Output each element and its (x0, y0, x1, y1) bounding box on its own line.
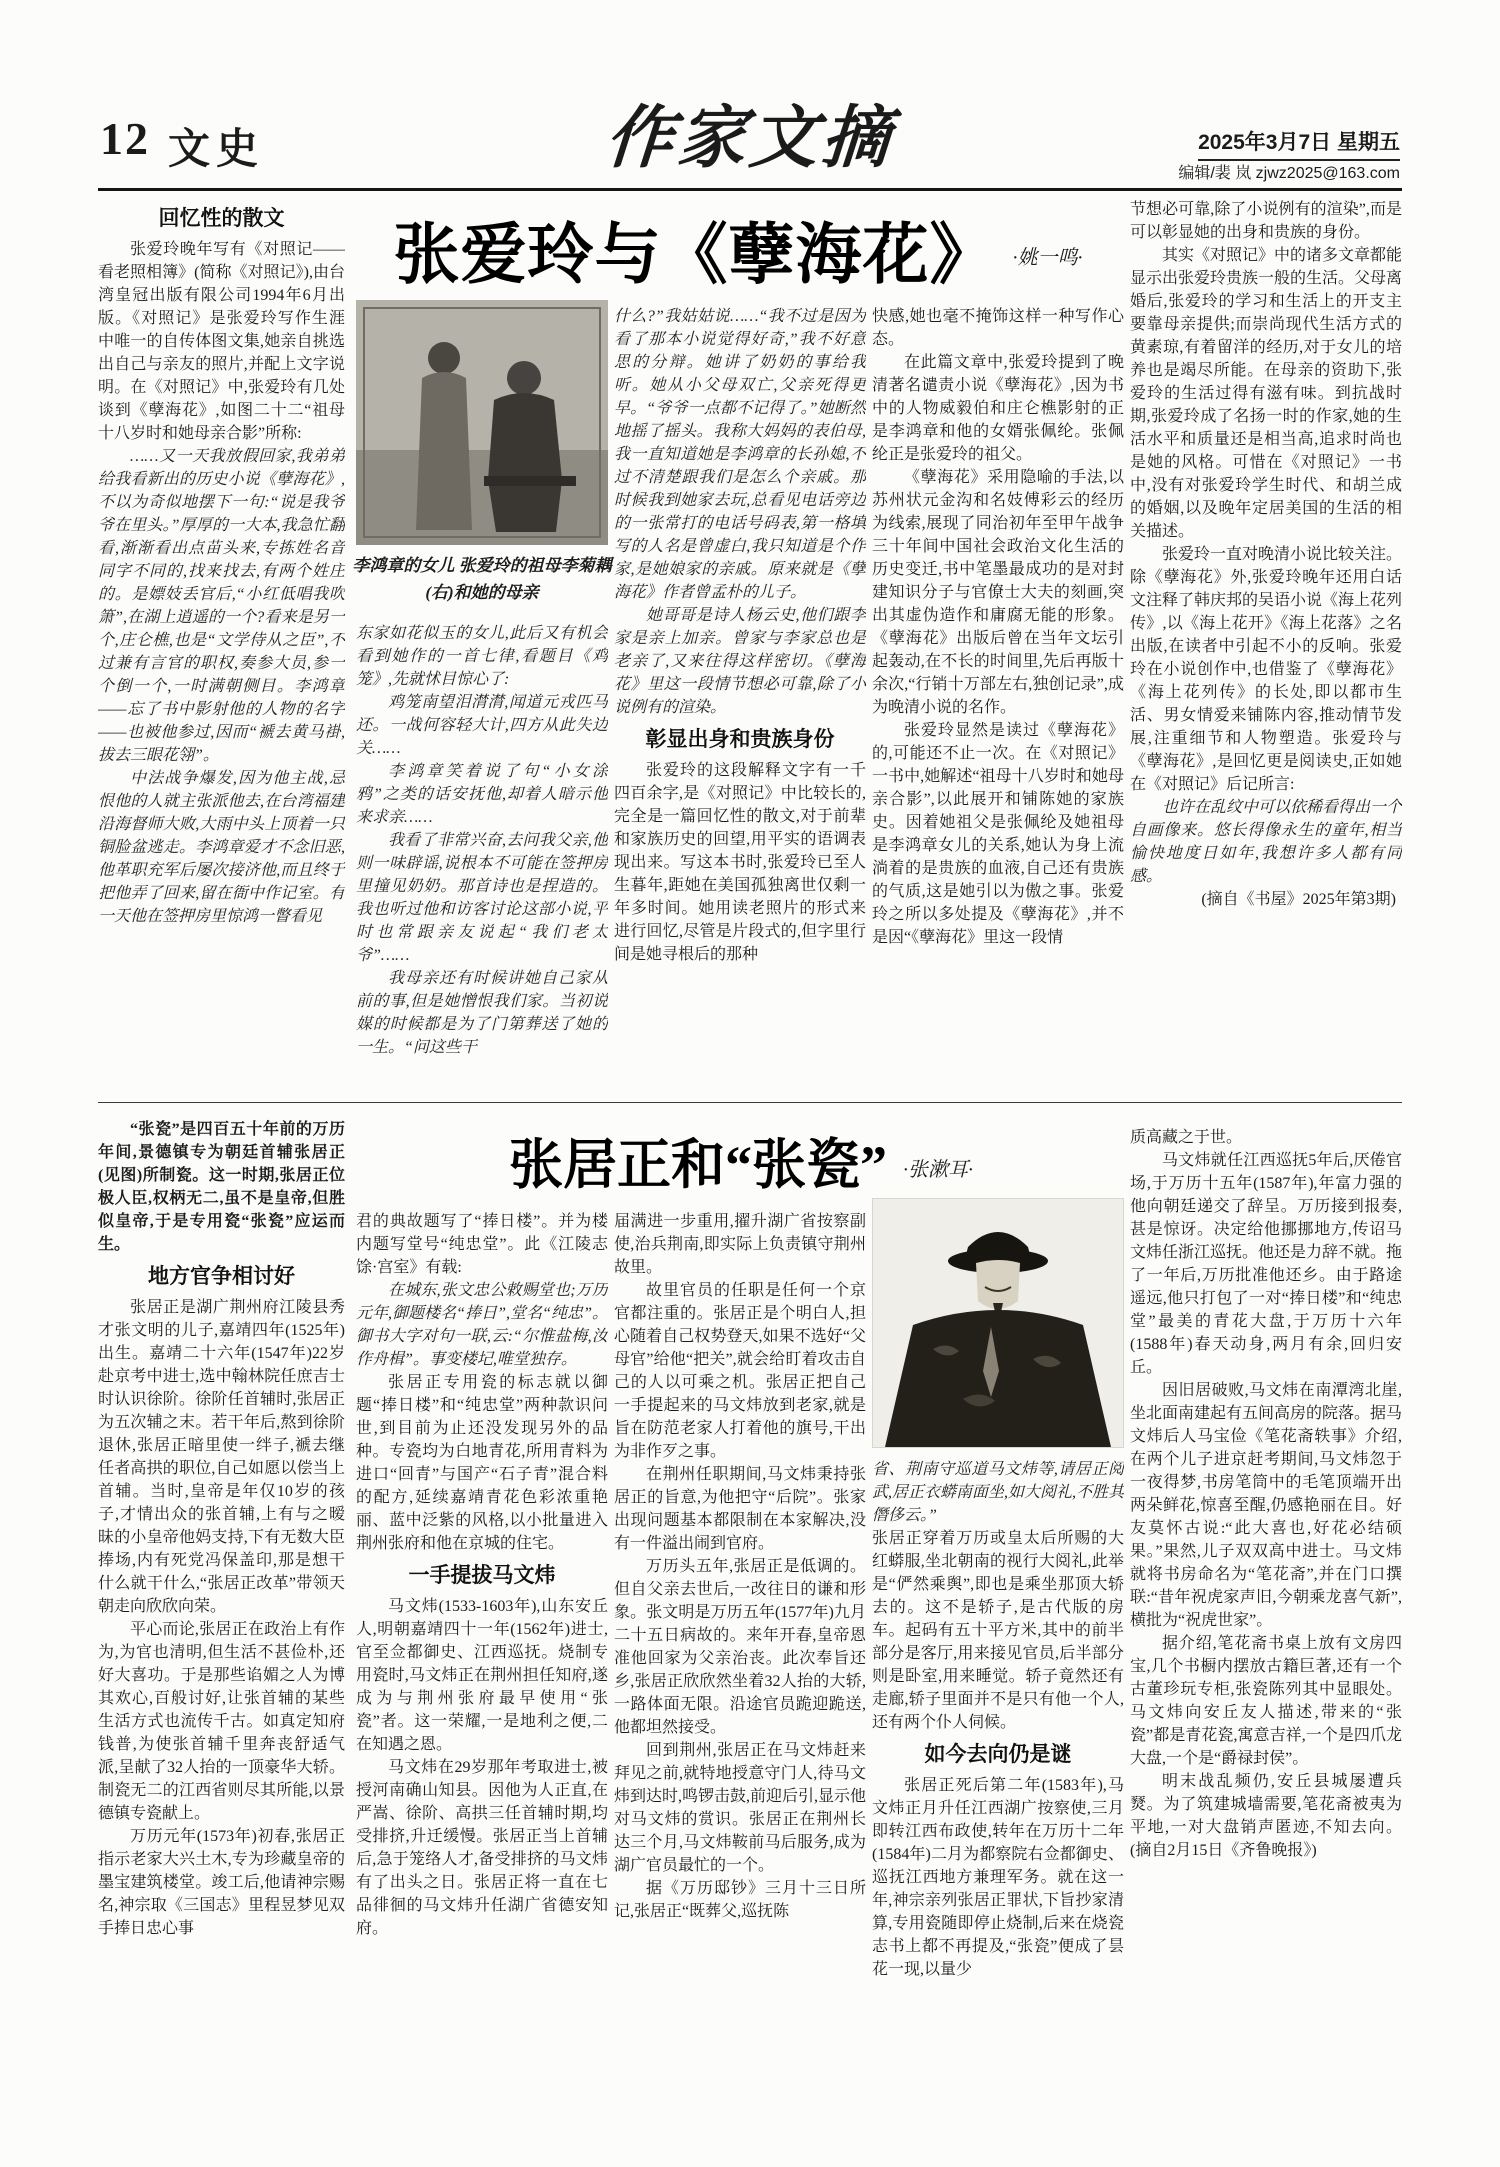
paragraph: 马文炜在29岁那年考取进士,被授河南确山知县。因他为人正直,在严嵩、徐阶、高拱三任首辅时期,均受排挤,升迁缓慢。张居正当上首辅后,急于笼络人才,备受排挤的马文炜有了出头之日。张居正将一直在七品徘徊的马文炜升任湖广省德安知府。 (356, 1759, 608, 1937)
page-number: 12 (100, 113, 150, 164)
paragraph: 在荆州任职期间,马文炜秉持张居正的旨意,为他把守“后院”。张家出现问题基本都限制在本家解决,没有一件溢出闹到官府。 (614, 1466, 866, 1552)
paragraph: 我母亲还有时候讲她自己家从前的事,但是她憎恨我们家。当初说媒的时候都是为了门第葬送了她的一生。“问这些干 (356, 970, 608, 1056)
paragraph: 马文炜就任江西巡抚5年后,厌倦官场,于万历十五年(1587年),年富力强的他向朝廷递交了辞呈。万历接到报奏,甚是惊讶。决定给他挪挪地方,传诏马文炜任浙江巡抚。他还是力辞不就。拖了一年后,万历批准他还乡。由于路途遥远,他只打包了一对“捧日楼”和“纯忠堂”最美的青花大盘,于万历十六年(1588年)春天动身,两月有余,回归安丘。 (1130, 1152, 1402, 1376)
paragraph: 平心而论,张居正在政治上有作为,为官也清明,但生活不甚俭朴,还好大喜功。于是那些谄媚之人为博其欢心,百般讨好,让张首辅的某些生活方式也流传千古。如真定知府钱普,为使张首辅千里奔丧舒适气派,呈献了32人抬的一顶豪华大轿。制瓷无二的江西省则尽其所能,以景德镇专瓷献上。 (98, 1621, 345, 1822)
masthead-logo: 作家文摘 (602, 98, 897, 178)
paragraph: 节想必可靠,除了小说例有的渲染”,而是可以彰显她的出身和贵族的身份。 (1130, 201, 1402, 241)
paragraph: 张居正死后第二年(1583年),马文炜正月升任江西湖广按察使,三月即转江西布政使,转年在万历十二年(1584年)二月为都察院右佥都御史、巡抚江西地方兼理军务。就在这一年,神宗亲列张居正罪状,下旨抄家清算,专用瓷随即停止烧制,后来在烧瓷志书上都不再提及,“张瓷”便成了昙花一现,以量少 (872, 1777, 1124, 1978)
paragraph: 中法战争爆发,因为他主战,忌恨他的人就主张派他去,在台湾福建沿海督师大败,大雨中头上顶着一只铜脸盆逃走。李鸿章爱才不念旧恶,他革职充军后屡次接济他,而且终于把他弄了回来,留在衙中作记室。有一天他在签押房里惊鸿一瞥看见 (98, 770, 345, 925)
article1-title-block (350, 198, 1126, 298)
zhang-juzheng-portrait-image (873, 1199, 1123, 1447)
column-subhead: 回忆性的散文 (158, 207, 285, 230)
paragraph: 快感,她也毫不掩饰这样一种写作心态。 (872, 308, 1124, 348)
paragraph: 据《万历邸钞》三月十三日所记,张居正“既葬父,巡抚陈 (614, 1880, 866, 1920)
photo-caption: 李鸿章的女儿 张爱玲的祖母李菊耦(右)和她的母亲 (352, 556, 612, 602)
paragraph: 省、荆南守巡道马文炜等,请居正阅武,居正衣蟒南面坐,如大阅礼,不胜其僭侈云。” (872, 1461, 1124, 1524)
article2-title-block (356, 1118, 1126, 1202)
paragraph: 张居正穿着万历或皇太后所赐的大红蟒服,坐北朝南的视行大阅礼,此举是“俨然乘舆”,即也是乘坐那顶大轿去的。这不是轿子,是古代版的房车。起码有五十平方米,其中的前半部分是客厅,用来接见官员,后半部分则是卧室,用来睡觉。轿子竟然还有走廊,轿子里面并不是只有他一个人,还有两个仆人伺候。 (872, 1530, 1124, 1731)
paragraph: 万历头五年,张居正是低调的。但自父亲去世后,一改往日的谦和形象。张文明是万历五年(1577年)九月二十五日病故的。来年开春,皇帝恩准他回家为父亲治丧。此次奉旨还乡,张居正欣欣然坐着32人抬的大轿,一路体面无限。沿途官员跪迎跪送,他都坦然接受。 (614, 1558, 866, 1736)
column-subhead: 如今去向仍是谜 (924, 1743, 1072, 1766)
article2-author: ·张漱耳· (903, 1158, 973, 1181)
paragraph: ……又一天我放假回家,我弟弟给我看新出的历史小说《孽海花》,不以为奇似地摆下一句:“说是我爷爷在里头。”厚厚的一大本,我急忙翻看,渐渐看出点苗头来,专拣姓名音同字不同的,找来找去,有两个姓庄的。是嫖妓丢官后,“小红低唱我吹箫”,在湖上逍遥的一个?看来是另一个,庄仑樵,也是“文学侍从之臣”,不过兼有言官的职权,奏参大员,参一个倒一个,一时满朝侧目。李鸿章——忘了书中影射他的人物的名字——也被他参过,因而“褫去黄马褂,拔去三眼花翎”。 (98, 448, 345, 764)
paragraph: 张爱玲晚年写有《对照记——看老照相簿》(简称《对照记》),由台湾皇冠出版有限公司1994年6月出版。《对照记》是张爱玲写作生涯中唯一的自传体图文集,她亲自挑选出自己与亲友的照片,并配上文字说明。在《对照记》中,张爱玲有几处谈到《孽海花》,如图二十二“祖母十八岁时和她母亲合影”所称: (98, 241, 345, 442)
zhang-juzheng-portrait (872, 1198, 1124, 1448)
column-subhead: 彰显出身和贵族身份 (645, 728, 835, 751)
paragraph: 我看了非常兴奋,去问我父亲,他则一味辟谣,说根本不可能在签押房里撞见奶奶。那首诗也是捏造的。我也听过他和访客讨论这部小说,平时也常跟亲友说起“我们老太爷”…… (356, 832, 608, 964)
article2-title: 张居正和“张瓷” (509, 1134, 887, 1195)
article1-title: 张爱玲与《孽海花》 (393, 218, 997, 292)
article1-column-5 (1130, 198, 1402, 1096)
paragraph: (摘自《书屋》2025年第3期) (1201, 891, 1396, 908)
header-rule (98, 188, 1402, 191)
paragraph: 君的典故题写了“捧日楼”。并为楼内题写堂号“纯忠堂”。此《江陵志馀·宫室》有载: (356, 1213, 608, 1276)
paragraph: 鸡笼南望泪潸潸,闻道元戎匹马还。一战何容轻大计,四方从此失边关…… (356, 694, 608, 757)
article1-column-1 (98, 198, 345, 1098)
paragraph: 在此篇文章中,张爱玲提到了晚清著名谴责小说《孽海花》,因为书中的人物威毅伯和庄仑樵影射的正是李鸿章和他的女婿张佩纶。张佩纶正是张爱玲的祖父。 (872, 354, 1124, 463)
paragraph: 张居正专用瓷的标志就以御题“捧日楼”和“纯忠堂”两种款识问世,到目前为止还没发现另外的品种。专瓷均为白地青花,所用青料为进口“回青”与国产“石子青”混合料的配方,延续嘉靖青花色彩浓重艳丽、蓝中泛紫的风格,以小批量进入荆州张府和他在京城的住宅。 (356, 1374, 608, 1552)
paragraph: 明末战乱频仍,安丘县城屡遭兵燹。为了筑建城墙需要,笔花斋被夷为平地,一对大盘销声匿迹,不知去向。 (摘自2月15日《齐鲁晚报》) (1130, 1773, 1402, 1859)
section-title: 文史 (168, 127, 265, 173)
paragraph: 届满进一步重用,擢升湖广省按察副使,治兵荆南,即实际上负责镇守荆州故里。 (614, 1213, 866, 1276)
paragraph: 其实《对照记》中的诸多文章都能显示出张爱玲贵族一般的生活。父母离婚后,张爱玲的学习和生活上的开支主要靠母亲提供;而崇尚现代生活方式的黄素琼,有着留洋的经历,对于女儿的培养也是竭尽所能。在母亲的资助下,张爱玲的生活过得有滋有味。到抗战时期,张爱玲成了名扬一时的作家,她的生活水平和质量还是相当高,追求时尚也是她的风格。可惜在《对照记》一书中,没有对张爱玲学生时代、和胡兰成的婚姻,以及晚年定居美国的生活的相关描述。 (1130, 247, 1402, 540)
paragraph: 张爱玲一直对晚清小说比较关注。除《孽海花》外,张爱玲晚年还用白话文注释了韩庆邦的吴语小说《海上花列传》,以《海上花开》《海上花落》之名出版,在读者中引起不小的反响。张爱玲在小说创作中,也借鉴了《孽海花》《海上花列传》的长处,即以都市生活、男女情爱来铺陈内容,推动情节发展,注重细节和人物塑造。张爱玲与《孽海花》,是回忆更是阅读史,正如她在《对照记》后记所言: (1130, 546, 1402, 793)
issue-date: 2025年3月7日 星期五 (1198, 126, 1400, 161)
paragraph: 回到荆州,张居正在马文炜赶来拜见之前,就特地授意守门人,待马文炜到达时,鸣锣击鼓,前迎后引,显示他对马文炜的赏识。张居正在荆州长达三个月,马文炜鞍前马后服务,成为湖广官员最忙的一个。 (614, 1742, 866, 1874)
paragraph: 万历元年(1573年)初春,张居正指示老家大兴土木,专为珍藏皇帝的墨宝建筑楼堂。竣工后,他请神宗赐名,神宗取《三国志》里程昱梦见双手捧日忠心事 (98, 1828, 345, 1937)
paragraph: 故里官员的任职是任何一个京官都注重的。张居正是个明白人,担心随着自己权势登天,如果不选好“父母官”给他“把关”,就会给盯着攻击自己的人以可乘之机。张居正把自己一手提起来的马文炜放到老家,就是旨在防范老家人打着他的旗号,干出为非作歹之事。 (614, 1282, 866, 1460)
paragraph: 也许在乱纹中可以依稀看得出一个自画像来。悠长得像永生的童年,相当愉快地度日如年,我想许多人都有同感。 (1130, 799, 1402, 885)
paragraph: 据介绍,笔花斋书桌上放有文房四宝,几个书橱内摆放古籍巨著,还有一个古董珍玩专柜,张瓷陈列其中显眼处。马文炜向安丘友人描述,带来的“张瓷”都是青花瓷,寓意吉祥,一个是四爪龙大盘,一个是“爵禄封侯”。 (1130, 1635, 1402, 1767)
paragraph: 张居正是湖广荆州府江陵县秀才张文明的儿子,嘉靖四年(1525年)出生。嘉靖二十六年(1547年)22岁赴京考中进士,选中翰林院任庶吉士时认识徐阶。徐阶任首辅时,张居正为五次辅之末。若干年后,熬到徐阶退休,张居正暗里使一绊子,褫去继任者高拱的职位,自己如愿以偿当上首辅。当时,皇帝是年仅10岁的孩子,才情出众的张首辅,上有与之暧昧的小皇帝他妈支持,下有无数大臣捧场,内有死党冯保盖印,那是想干什么就干什么,“张居正改革”带领天朝走向欣欣向荣。 (98, 1299, 345, 1615)
article1-column-3 (614, 305, 866, 1096)
article-divider-rule (98, 1102, 1402, 1103)
family-photo (356, 300, 608, 545)
column-subhead: 地方官争相讨好 (148, 1265, 295, 1288)
article2-column-4 (872, 1458, 1124, 2098)
paragraph: 李鸿章笑着说了句“小女涂鸦”之类的话安抚他,却着人暗示他来求亲…… (356, 763, 608, 826)
paragraph: 张爱玲的这段解释文字有一千四百余字,是《对照记》中比较长的,完全是一篇回忆性的散文,对于前辈和家族历史的回望,用平实的语调表现出来。写这本书时,张爱玲已至人生暮年,距她在美国孤独离世仅剩一年多时间。她用读老照片的形式来进行回忆,尽管是片段式的,但字里行间是她寻根后的那种 (614, 762, 866, 963)
paragraph: “张瓷”是四百五十年前的万历年间,景德镇专为朝廷首辅张居正(见图)所制瓷。这一时期,张居正位极人臣,权柄无二,虽不是皇帝,但胜似皇帝,于是专用瓷“张瓷”应运而生。 (98, 1121, 345, 1253)
article1-column-4 (872, 305, 1124, 1096)
article2-column-1 (98, 1118, 345, 2098)
paragraph: 东家如花似玉的女儿,此后又有机会看到她作的一首七律,看题目《鸡笼》,先就怵目惊心了: (356, 625, 608, 688)
family-photo-image (356, 300, 608, 545)
paragraph: 张爱玲显然是读过《孽海花》的,可能还不止一次。在《对照记》一书中,她解述“祖母十八岁时和她母亲合影”,以此展开和铺陈她的家族史。因着她祖父是张佩纶及她祖母是李鸿章女儿的关系,她认为身上流淌着的是贵族的血液,自己还有贵族的气质,这是她引以为傲之事。张爱玲之所以多处提及《孽海花》,并不是因“《孽海花》里这一段情 (872, 722, 1124, 946)
article2-column-2 (356, 1210, 608, 2140)
article2-column-3 (614, 1210, 866, 2140)
editor-contact: 编辑/裴 岚 zjwz2025@163.com (1178, 165, 1400, 182)
paragraph: 因旧居破败,马文炜在南潭湾北崖,坐北面南建起有五间高房的院落。据马文炜后人马宝俭《笔花斋轶事》介绍,在两个儿子进京赶考期间,马文炜忽于一夜得梦,书房笔筒中的毛笔顶端开出两朵鲜花,惊喜至醒,仍感艳丽在目。好友莫怀古说:“此大喜也,好花必结硕果。”果然,儿子双双高中进士。马文炜就将书房命名为“笔花斋”,并在门口撰联:“昔年祝虎家声旧,今朝乘龙喜气新”,横批为“祝虎世家”。 (1130, 1382, 1402, 1629)
article2-column-5 (1130, 1126, 1402, 2126)
paragraph: 她哥哥是诗人杨云史,他们跟李家是亲上加亲。曾家与李家总也是老亲了,又来往得这样密切。《孽海花》里这一段情节想必可靠,除了小说例有的渲染。 (614, 607, 866, 716)
paragraph: 《孽海花》采用隐喻的手法,以苏州状元金沟和名妓傅彩云的经历为线索,展现了同治初年至甲午战争三十年间中国社会政治文化生活的历史变迁,书中笔墨最成功的是对封建知识分子与官僚士大夫的刻画,突出其虚伪造作和庸腐无能的形象。《孽海花》出版后曾在当年文坛引起轰动,在不长的时间里,先后再版十余次,“行销十万部左右,独创记录”,成为晚清小说的名作。 (872, 469, 1124, 716)
paragraph: 什么?”我姑姑说……“我不过是因为看了那本小说觉得好奇,”我不好意思的分辩。她讲了奶奶的事给我听。她从小父母双亡,父亲死得更早。“爷爷一点都不记得了。”她断然地摇了摇头。我称大妈妈的表伯母,我一直知道她是李鸿章的长孙媳,不过不清楚跟我们是怎么个亲戚。那时候我到她家去玩,总看见电话旁边的一张常打的电话号码表,第一格填写的人名是曾虚白,我只知道是个作家,是她娘家的亲戚。原来就是《孽海花》作者曾孟朴的儿子。 (614, 308, 866, 601)
paragraph: 在城东,张文忠公敕赐堂也;万历元年,御题楼名“捧日”,堂名“纯忠”。御书大字对句一联,云:“尔惟盐梅,汝作舟楫”。事变楼圮,唯堂独存。 (356, 1282, 608, 1368)
paragraph: 质高藏之于世。 (1130, 1129, 1243, 1146)
column-subhead: 一手提拔马文炜 (408, 1564, 556, 1587)
article1-column-2 (356, 622, 608, 1096)
paragraph: 马文炜(1533-1603年),山东安丘人,明朝嘉靖四十一年(1562年)进士,官至佥都御史、江西巡抚。烧制专用瓷时,马文炜正在荆州担任知府,遂成为与荆州张府最早使用“张瓷”者。这一荣耀,一是地利之便,二在知遇之恩。 (356, 1598, 608, 1753)
article1-author: ·姚一鸣· (1012, 246, 1083, 269)
